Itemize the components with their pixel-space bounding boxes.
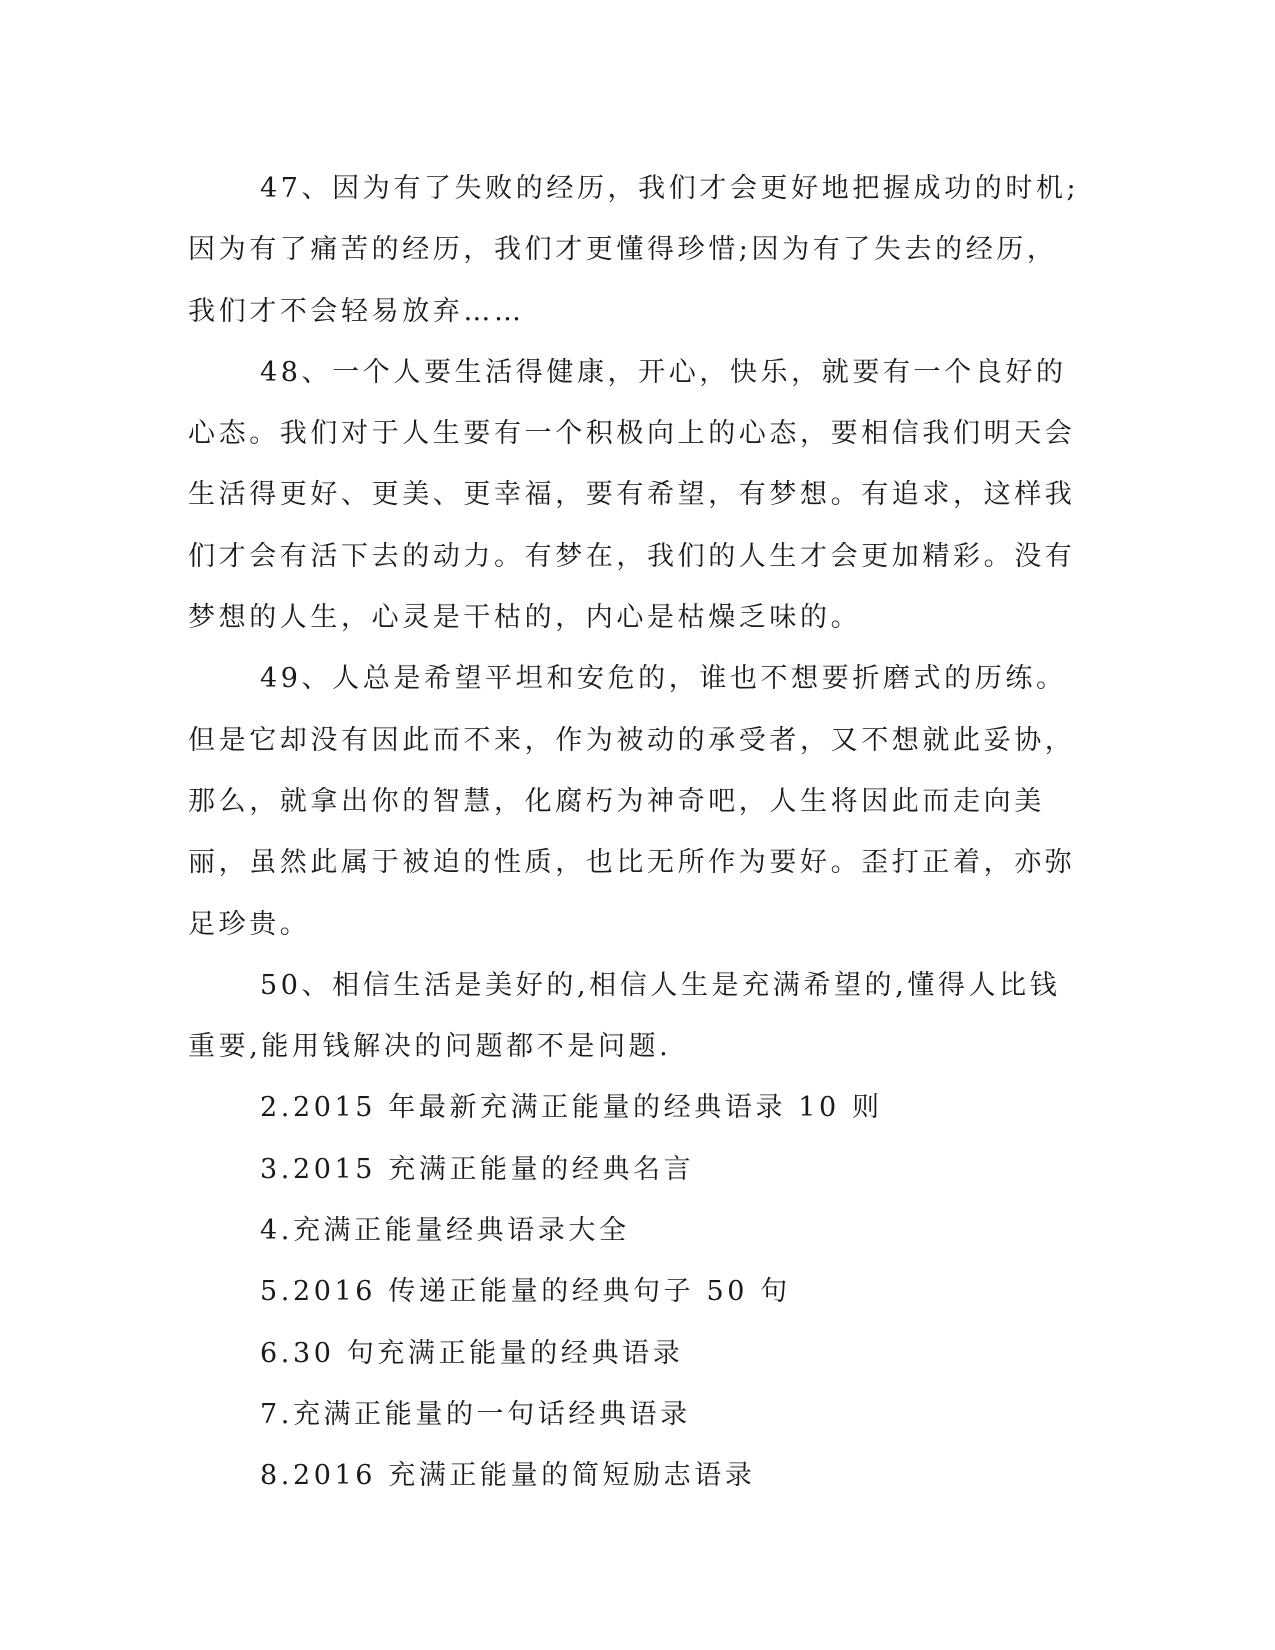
paragraph-50: 50、相信生活是美好的,相信人生是充满希望的,懂得人比钱重要,能用钱解决的问题都不是问题. [188,969,1061,1063]
related-item: 3.2015 充满正能量的经典名言 [260,1153,695,1185]
related-articles-list [188,1077,1081,1506]
related-item: 6.30 句充满正能量的经典语录 [260,1337,684,1369]
paragraph-48: 48、一个人要生活得健康，开心，快乐，就要有一个良好的心态。我们对于人生要有一个积极向上的心态，要相信我们明天会生活得更好、更美、更幸福，要有希望，有梦想。有追求，这样我们才会有活下去的动力。有梦在，我们的人生才会更加精彩。没有梦想的人生，心灵是干枯的，内心是枯燥乏味的。 [188,356,1076,634]
related-item: 7.充满正能量的一句话经典语录 [260,1398,691,1430]
related-item: 5.2016 传递正能量的经典句子 50 句 [260,1276,791,1308]
paragraph-49: 49、人总是希望平坦和安危的，谁也不想要折磨式的历练。但是它却没有因此而不来，作为被动的承受者，又不想就此妥协，那么，就拿出你的智慧，化腐朽为神奇吧，人生将因此而走向美丽，虽然此属于被迫的性质，也比无所作为要好。歪打正着，亦弥足珍贵。 [188,663,1076,940]
document-body [188,158,1081,1507]
related-item: 4.充满正能量经典语录大全 [260,1215,630,1247]
paragraph-47: 47、因为有了失败的经历，我们才会更好地把握成功的时机;因为有了痛苦的经历，我们才更懂得珍惜;因为有了失去的经历，我们才不会轻易放弃…… [188,173,1080,327]
related-item: 8.2016 充满正能量的简短励志语录 [260,1460,756,1492]
related-item: 2.2015 年最新充满正能量的经典语录 10 则 [260,1092,883,1124]
